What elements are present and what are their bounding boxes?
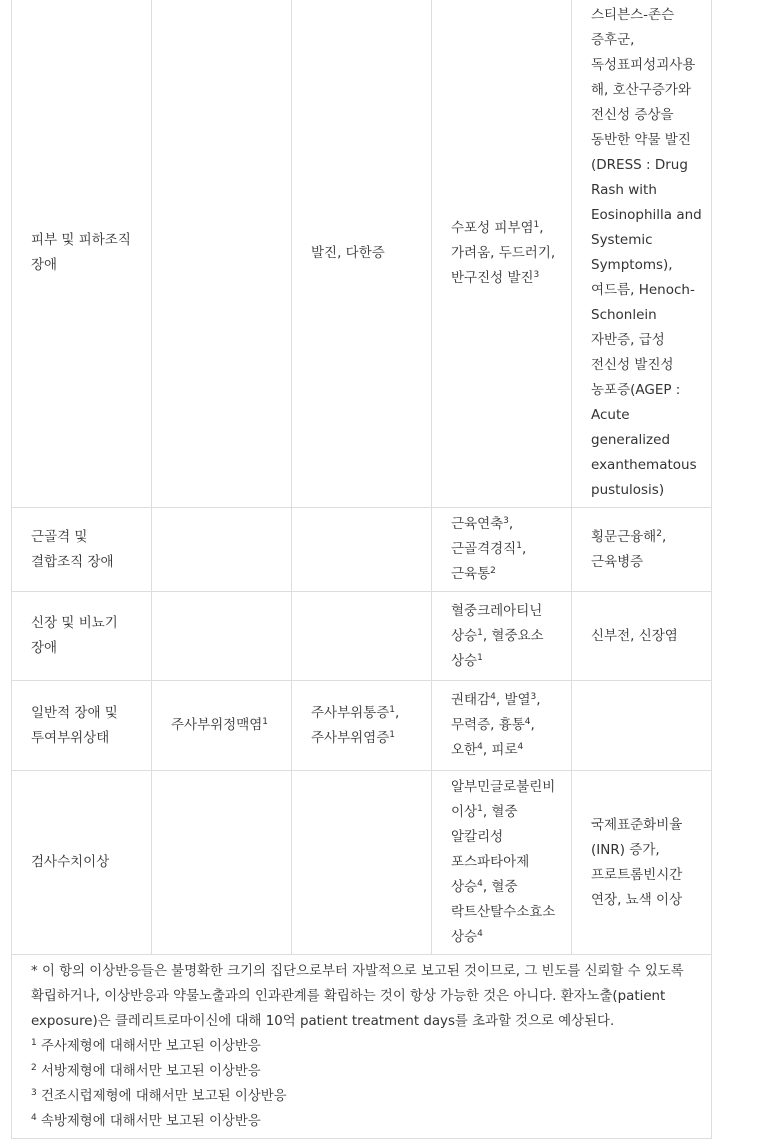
table-row-musculoskeletal — [12, 508, 712, 592]
cell-col4: 스티븐스-존슨 증후군, 독성표피성괴사용해, 호산구증가와 전신성 증상을 동반한 약물 발진(DRESS : Drug Rash with Eosinophilla and Systemic Symptoms), 여드름, Henoch-Schonlein 자반증, 급성 전신성 발진성 농포증(AGEP : Acute generalized exanthematous pustulosis) — [572, 0, 712, 508]
superscript-mark: 3 — [530, 692, 537, 702]
footnote-mark: 4 — [31, 1113, 37, 1123]
cell-text: , 근육병증 — [591, 528, 667, 570]
footnote-mark: 2 — [31, 1063, 37, 1073]
organ-cell: 피부 및 피하조직 장애 — [12, 0, 152, 508]
superscript-mark: 4 — [524, 717, 531, 727]
cell-text: 주사부위통증 — [311, 704, 390, 721]
superscript-mark: 2 — [656, 528, 662, 539]
cell-text: 근육연축 — [451, 516, 504, 532]
cell-text: 주사부위정맥염 — [171, 717, 263, 733]
cell-text: 횡문근융해 — [591, 528, 657, 545]
cell-col1 — [152, 508, 292, 592]
cell-text: , 혈중요소 상승 — [451, 627, 544, 669]
cell-col4 — [572, 508, 712, 592]
cell-col2 — [292, 771, 432, 955]
superscript-mark: 4 — [477, 742, 483, 752]
footnote-1 — [31, 1034, 703, 1059]
footnote-text: 건조시럽제형에 대해서만 보고된 이상반응 — [36, 1089, 287, 1104]
table-row-renal — [12, 592, 712, 681]
superscript-mark: 1 — [389, 729, 395, 740]
footnote-mark: 3 — [31, 1088, 37, 1098]
superscript-mark: 1 — [533, 219, 540, 230]
footnote-cell — [12, 955, 712, 1139]
cell-col1 — [152, 592, 292, 681]
cell-col3 — [432, 508, 572, 592]
footnote-main: * 이 항의 이상반응들은 불명확한 크기의 집단으로부터 자발적으로 보고된 것이므로, 그 빈도를 신뢰할 수 있도록 확립하거나, 이상반응과 약물노출과의 인과관계를 확립하는 것이 항상 가능한 것은 아니다. 환자노출(patient exposure)은 클레리트로마이신에 대해 10억 patient treatment days를 초과할 것으로 예상된다. — [31, 964, 684, 1029]
cell-text: 알부민글로불린비 이상 — [451, 779, 556, 820]
cell-col3 — [432, 681, 572, 771]
cell-text: , 혈중 락트산탈수소효소 상승 — [451, 879, 556, 945]
cell-col2 — [292, 681, 432, 771]
superscript-mark: 1 — [389, 704, 395, 715]
cell-col3 — [432, 771, 572, 955]
cell-col4: 국제표준화비율(INR) 증가, 프로트롬빈시간 연장, 뇨색 이상 — [572, 771, 712, 955]
footnote-2 — [31, 1059, 703, 1084]
cell-text: , 주사부위염증 — [311, 704, 400, 746]
superscript-mark: 4 — [477, 879, 483, 889]
footnote-mark: 1 — [31, 1038, 37, 1048]
cell-col2 — [292, 592, 432, 681]
footnote-row — [12, 955, 712, 1139]
organ-cell: 신장 및 비뇨기 장애 — [12, 592, 152, 681]
cell-text: , 근육통 — [451, 541, 527, 582]
cell-text: 권태감 — [451, 692, 491, 708]
cell-col4 — [572, 681, 712, 771]
cell-col4: 신부전, 신장염 — [572, 592, 712, 681]
superscript-mark: 4 — [517, 742, 524, 752]
cell-text: , 무력증, 흉통 — [451, 692, 541, 733]
cell-text: 혈중크레아티닌 상승 — [451, 602, 543, 644]
superscript-mark: 1 — [477, 627, 483, 638]
table-row-skin — [12, 0, 712, 508]
cell-col1 — [152, 771, 292, 955]
superscript-mark: 4 — [477, 929, 483, 939]
superscript-mark: 4 — [490, 692, 496, 702]
table-row-general — [12, 681, 712, 771]
footnote-3 — [31, 1084, 703, 1109]
footnote-text: 서방제형에 대해서만 보고된 이상반응 — [36, 1064, 261, 1079]
cell-col1 — [152, 681, 292, 771]
cell-col2: 발진, 다한증 — [292, 0, 432, 508]
organ-cell: 일반적 장애 및 투여부위상태 — [12, 681, 152, 771]
superscript-mark: 1 — [516, 541, 522, 551]
organ-cell: 검사수치이상 — [12, 771, 152, 955]
superscript-mark: 3 — [503, 516, 509, 526]
organ-cell: 근골격 및 결합조직 장애 — [12, 508, 152, 592]
cell-text: , 오한 — [451, 717, 535, 758]
footnote-text: 주사제형에 대해서만 보고된 이상반응 — [36, 1039, 261, 1054]
superscript-mark: 3 — [533, 269, 540, 280]
superscript-mark: 1 — [262, 717, 269, 727]
superscript-mark: 1 — [477, 652, 483, 663]
table-row-lab — [12, 771, 712, 955]
superscript-mark: 2 — [490, 566, 496, 576]
cell-text: , 발열 — [495, 692, 531, 708]
footnote-4 — [31, 1109, 703, 1134]
cell-text: , 피로 — [482, 742, 518, 758]
adverse-reaction-table — [11, 0, 712, 1139]
cell-text: , 가려움, 두드러기, 반구진성 발진 — [451, 219, 556, 286]
cell-col3 — [432, 592, 572, 681]
cell-text: 수포성 피부염 — [451, 219, 534, 236]
cell-col2 — [292, 508, 432, 592]
table-body — [12, 0, 712, 1139]
cell-col3 — [432, 0, 572, 508]
cell-col1 — [152, 0, 292, 508]
superscript-mark: 1 — [477, 804, 483, 814]
cell-text: , 혈중 알칼리성 포스파타아제 상승 — [451, 804, 530, 895]
footnote-text: 속방제형에 대해서만 보고된 이상반응 — [36, 1114, 261, 1129]
cell-text: , 근골격경직 — [451, 516, 517, 557]
